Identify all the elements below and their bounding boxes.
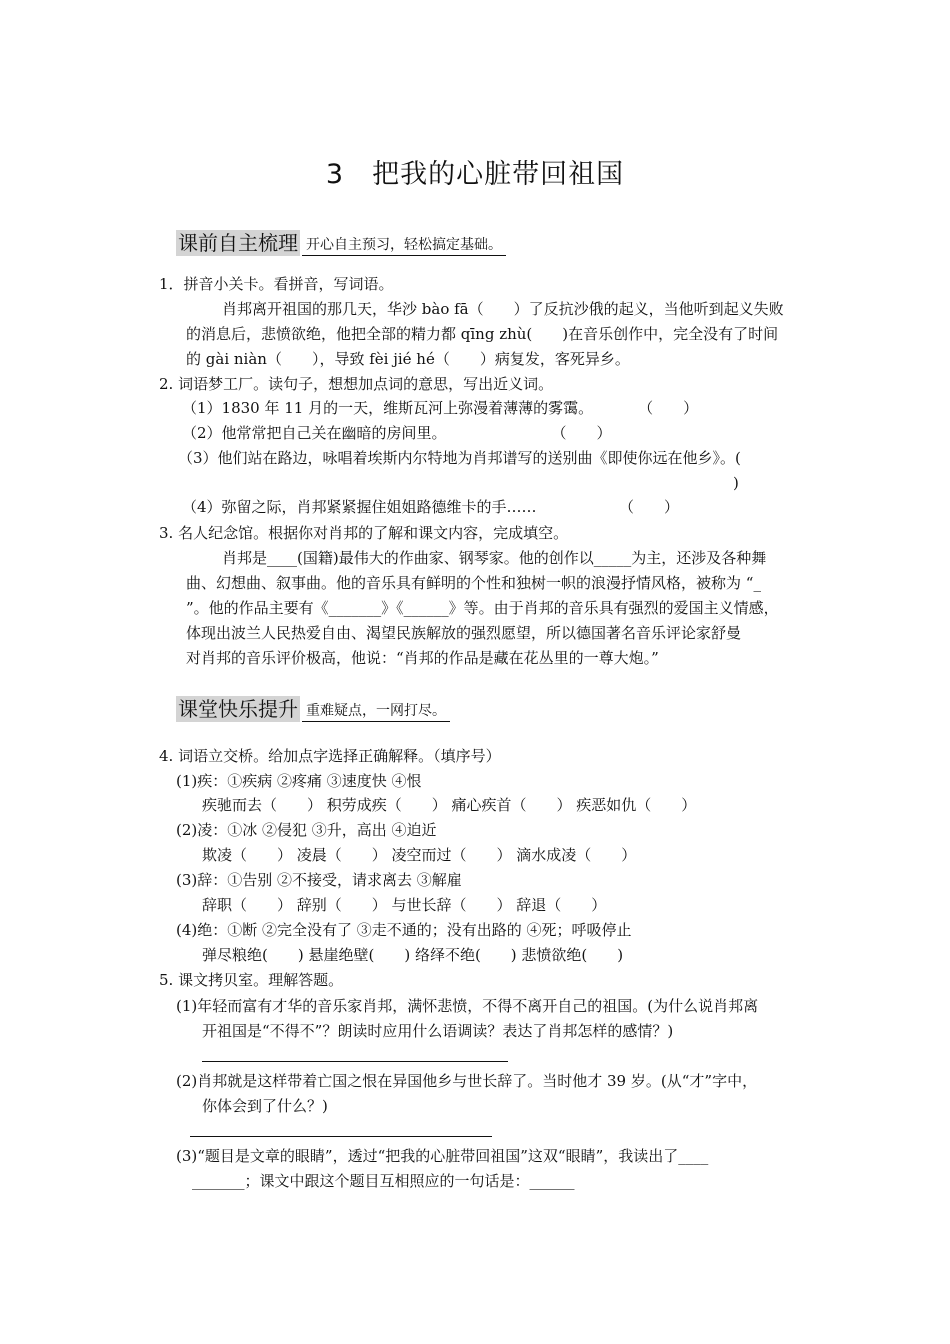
section-subtitle: 开心自主预习，轻松搞定基础。	[302, 235, 506, 256]
question-4-definition: (1)疾：①疾病 ②疼痛 ③速度快 ④恨	[176, 772, 422, 790]
question-4-definition: (4)绝：①断 ②完全没有了 ③走不通的；没有出路的 ④死；呼吸停止	[176, 921, 632, 939]
question-4-title: 4. 词语立交桥。给加点字选择正确解释。（填序号）	[159, 747, 501, 765]
question-2-item-continuation: )	[733, 474, 739, 492]
question-2-item: （3）他们站在路边，咏唱着埃斯内尔特地为肖邦谱写的送别曲《即使你远在他乡》。(	[178, 449, 741, 467]
question-4-definition: (3)辞：①告别 ②不接受，请求离去 ③解雇	[176, 871, 462, 889]
question-3-text-line: 肖邦是____(国籍)最伟大的作曲家、钢琴家。他的创作以_____为主，还涉及各种舞	[222, 549, 767, 567]
question-5-item: (3)“题目是文章的眼睛”，透过“把我的心脏带回祖国”这双“眼睛”，我读出了____	[176, 1147, 709, 1165]
section-heading-preview	[176, 230, 506, 256]
section-heading-classroom	[176, 696, 450, 722]
question-3-text-line: ”。他的作品主要有《_______》《______》等。由于肖邦的音乐具有强烈的爱国主义情感，	[186, 599, 779, 617]
question-3-title: 3. 名人纪念馆。根据你对肖邦的了解和课文内容，完成填空。	[159, 524, 569, 542]
question-1-text-line: 肖邦离开祖国的那几天，华沙 bào fā（ ）了反抗沙俄的起义，当他听到起义失败	[222, 300, 784, 318]
page-title: 3 把我的心脏带回祖国	[325, 159, 625, 190]
question-2-item: （4）弥留之际，肖邦紧紧握住姐姐路德维卡的手…… （ ）	[182, 498, 680, 516]
question-1-text-line: 的消息后，悲愤欲绝，他把全部的精力都 qīng zhù( )在音乐创作中，完全没有了时间	[186, 325, 779, 343]
question-3-text-line: 曲、幻想曲、叙事曲。他的音乐具有鲜明的个性和独树一帜的浪漫抒情风格，被称为 “_	[186, 574, 761, 592]
section-heading-label: 课堂快乐提升	[178, 697, 298, 721]
question-2-item: （1）1830 年 11 月的一天，维斯瓦河上弥漫着薄薄的雾霭。 （ ）	[182, 399, 699, 417]
question-1-title: 1．拼音小关卡。看拼音，写词语。	[159, 275, 394, 293]
section-subtitle: 重难疑点，一网打尽。	[302, 701, 450, 722]
question-4-words: 辞职（ ） 辞别（ ） 与世长辞（ ） 辞退（ ）	[202, 896, 607, 914]
question-4-words: 疾驰而去（ ） 积劳成疾（ ） 痛心疾首（ ） 疾恶如仇（ ）	[202, 796, 697, 814]
question-1-text-line: 的 gài niàn（ ），导致 fèi jié hé（ ）病复发，客死异乡。	[186, 350, 630, 368]
question-4-words: 欺凌（ ） 凌晨（ ） 凌空而过（ ） 滴水成凌（ ）	[202, 846, 637, 864]
question-2-item: （2）他常常把自己关在幽暗的房间里。 （ ）	[182, 424, 612, 442]
question-2-title: 2. 词语梦工厂。读句子，想想加点词的意思，写出近义词。	[159, 375, 554, 393]
question-5-item: 开祖国是“不得不”？朗读时应用什么语调读？表达了肖邦怎样的感情？)	[202, 1022, 674, 1040]
question-5-title: 5. 课文拷贝室。理解答题。	[159, 971, 344, 989]
question-3-text-line: 对肖邦的音乐评价极高，他说：“肖邦的作品是藏在花丛里的一尊大炮。”	[186, 649, 659, 667]
answer-line	[190, 1136, 492, 1137]
question-4-definition: (2)凌：①冰 ②侵犯 ③升，高出 ④迫近	[176, 821, 437, 839]
question-4-words: 弹尽粮绝( ) 悬崖绝壁( ) 络绎不绝( ) 悲愤欲绝( )	[202, 946, 624, 964]
section-heading-label: 课前自主梳理	[178, 231, 298, 255]
question-5-item: (1)年轻而富有才华的音乐家肖邦，满怀悲愤，不得不离开自己的祖国。(为什么说肖邦离	[176, 997, 759, 1015]
question-5-item: 你体会到了什么？)	[202, 1097, 328, 1115]
question-5-item: _______；课文中跟这个题目互相照应的一句话是：______	[192, 1172, 575, 1190]
question-3-text-line: 体现出波兰人民热爱自由、渴望民族解放的强烈愿望，所以德国著名音乐评论家舒曼	[186, 624, 742, 642]
question-5-item: (2)肖邦就是这样带着亡国之恨在异国他乡与世长辞了。当时他才 39 岁。(从“才”字中，	[176, 1072, 758, 1090]
answer-line	[202, 1061, 508, 1062]
